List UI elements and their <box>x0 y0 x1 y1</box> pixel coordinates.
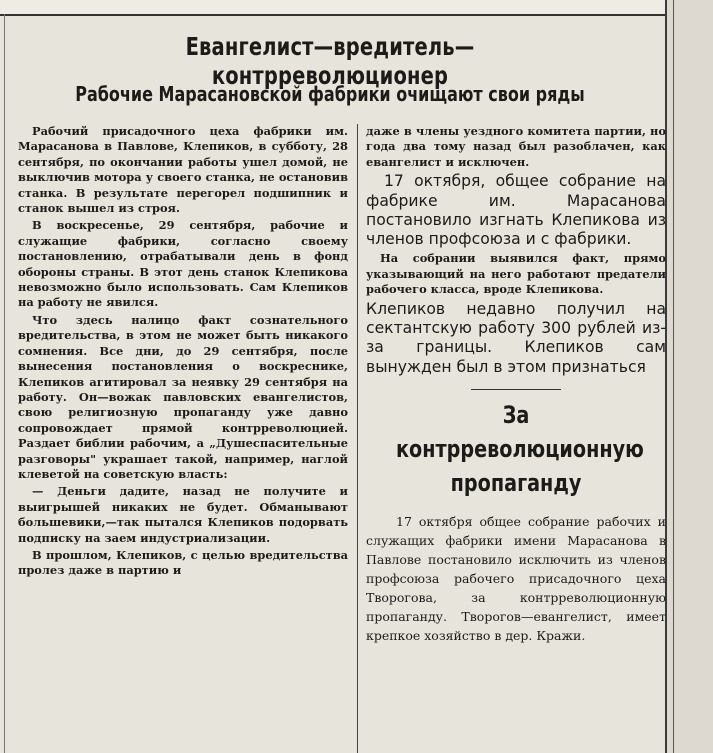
right-column <box>366 124 666 647</box>
paragraph-large: 17 октября, общее собрание на фабрике им. Марасанова постановило изгнать Клепикова из членов профсоюза и с фабрики. <box>366 172 666 249</box>
paragraph: Рабочий присадочного цеха фабрики им. Марасанова в Павлове, Клепиков, в субботу, 28 сентября, по окончании работы ушел домой, не выключив мотора у своего станка, не остановив станка. В результате перегорел подшипник и станок вышел из строя. <box>18 124 348 216</box>
subheadline: Рабочие Марасановской фабрики очищают свои ряды <box>75 82 585 106</box>
section-divider <box>471 389 561 390</box>
paragraph: даже в члены уездного комитета партии, но года два тому назад был разоблачен, как евангелист и исключен. <box>366 124 666 169</box>
adjacent-column-edge <box>665 0 713 753</box>
paragraph: В прошлом, Клепиков, с целью вредительства пролез даже в партию и <box>18 547 348 578</box>
paragraph: В воскресенье, 29 сентября, рабочие и служащие фабрики, согласно своему постановлению, отрабатывали день в фонд обороны страны. В этот день станок Клепикова невозможно было использовать. Сам Клепиков на работу не явился. <box>18 218 348 310</box>
column-divider <box>357 124 358 753</box>
paragraph-large: Клепиков недавно получил на сектантскую работу 300 рублей из-за границы. Клепиков сам вынужден был в этом признаться <box>366 299 666 376</box>
paragraph: На собрании выявился факт, прямо указывающий на него работают предатели рабочего класса, вроде Клепикова. <box>366 251 666 297</box>
left-column <box>18 124 348 581</box>
headline: Евангелист—вредитель—контрреволюционер <box>185 32 475 90</box>
section-title: За контрреволюционную пропаганду <box>396 400 644 497</box>
left-page-rule <box>4 14 5 753</box>
newspaper-page <box>10 14 666 753</box>
section-body: 17 октября общее собрание рабочих и служащих фабрики имени Марасанова в Павлове постановило исключить из членов профсоюза рабочего присадочного цеха Творогова, за контрреволюционную пропаганду. Творогов—евангелист, имеет крепкое хозяйство в дер. Кражи. <box>366 513 666 643</box>
paragraph: — Деньги дадите, назад не получите и выигрышей никаких не будет. Обманывают большевики,—так пытался Клепиков подорвать подписку на заем индустриализации. <box>18 484 348 545</box>
paragraph: Что здесь налицо факт сознательного вредительства, в этом не может быть никакого сомнения. Все дни, до 29 сентября, после вынесения постановления о воскреснике, Клепиков агитировал за неявку 29 сентября на работу. Он—вожак павловских евангелистов, свою религиозную пропаганду уже давно сопровождает прямой контрреволюцией. Раздает библии рабочим, а „Душеспасительные разговоры" украшает такой, например, наглой клеветой на советскую власть: <box>18 312 348 481</box>
